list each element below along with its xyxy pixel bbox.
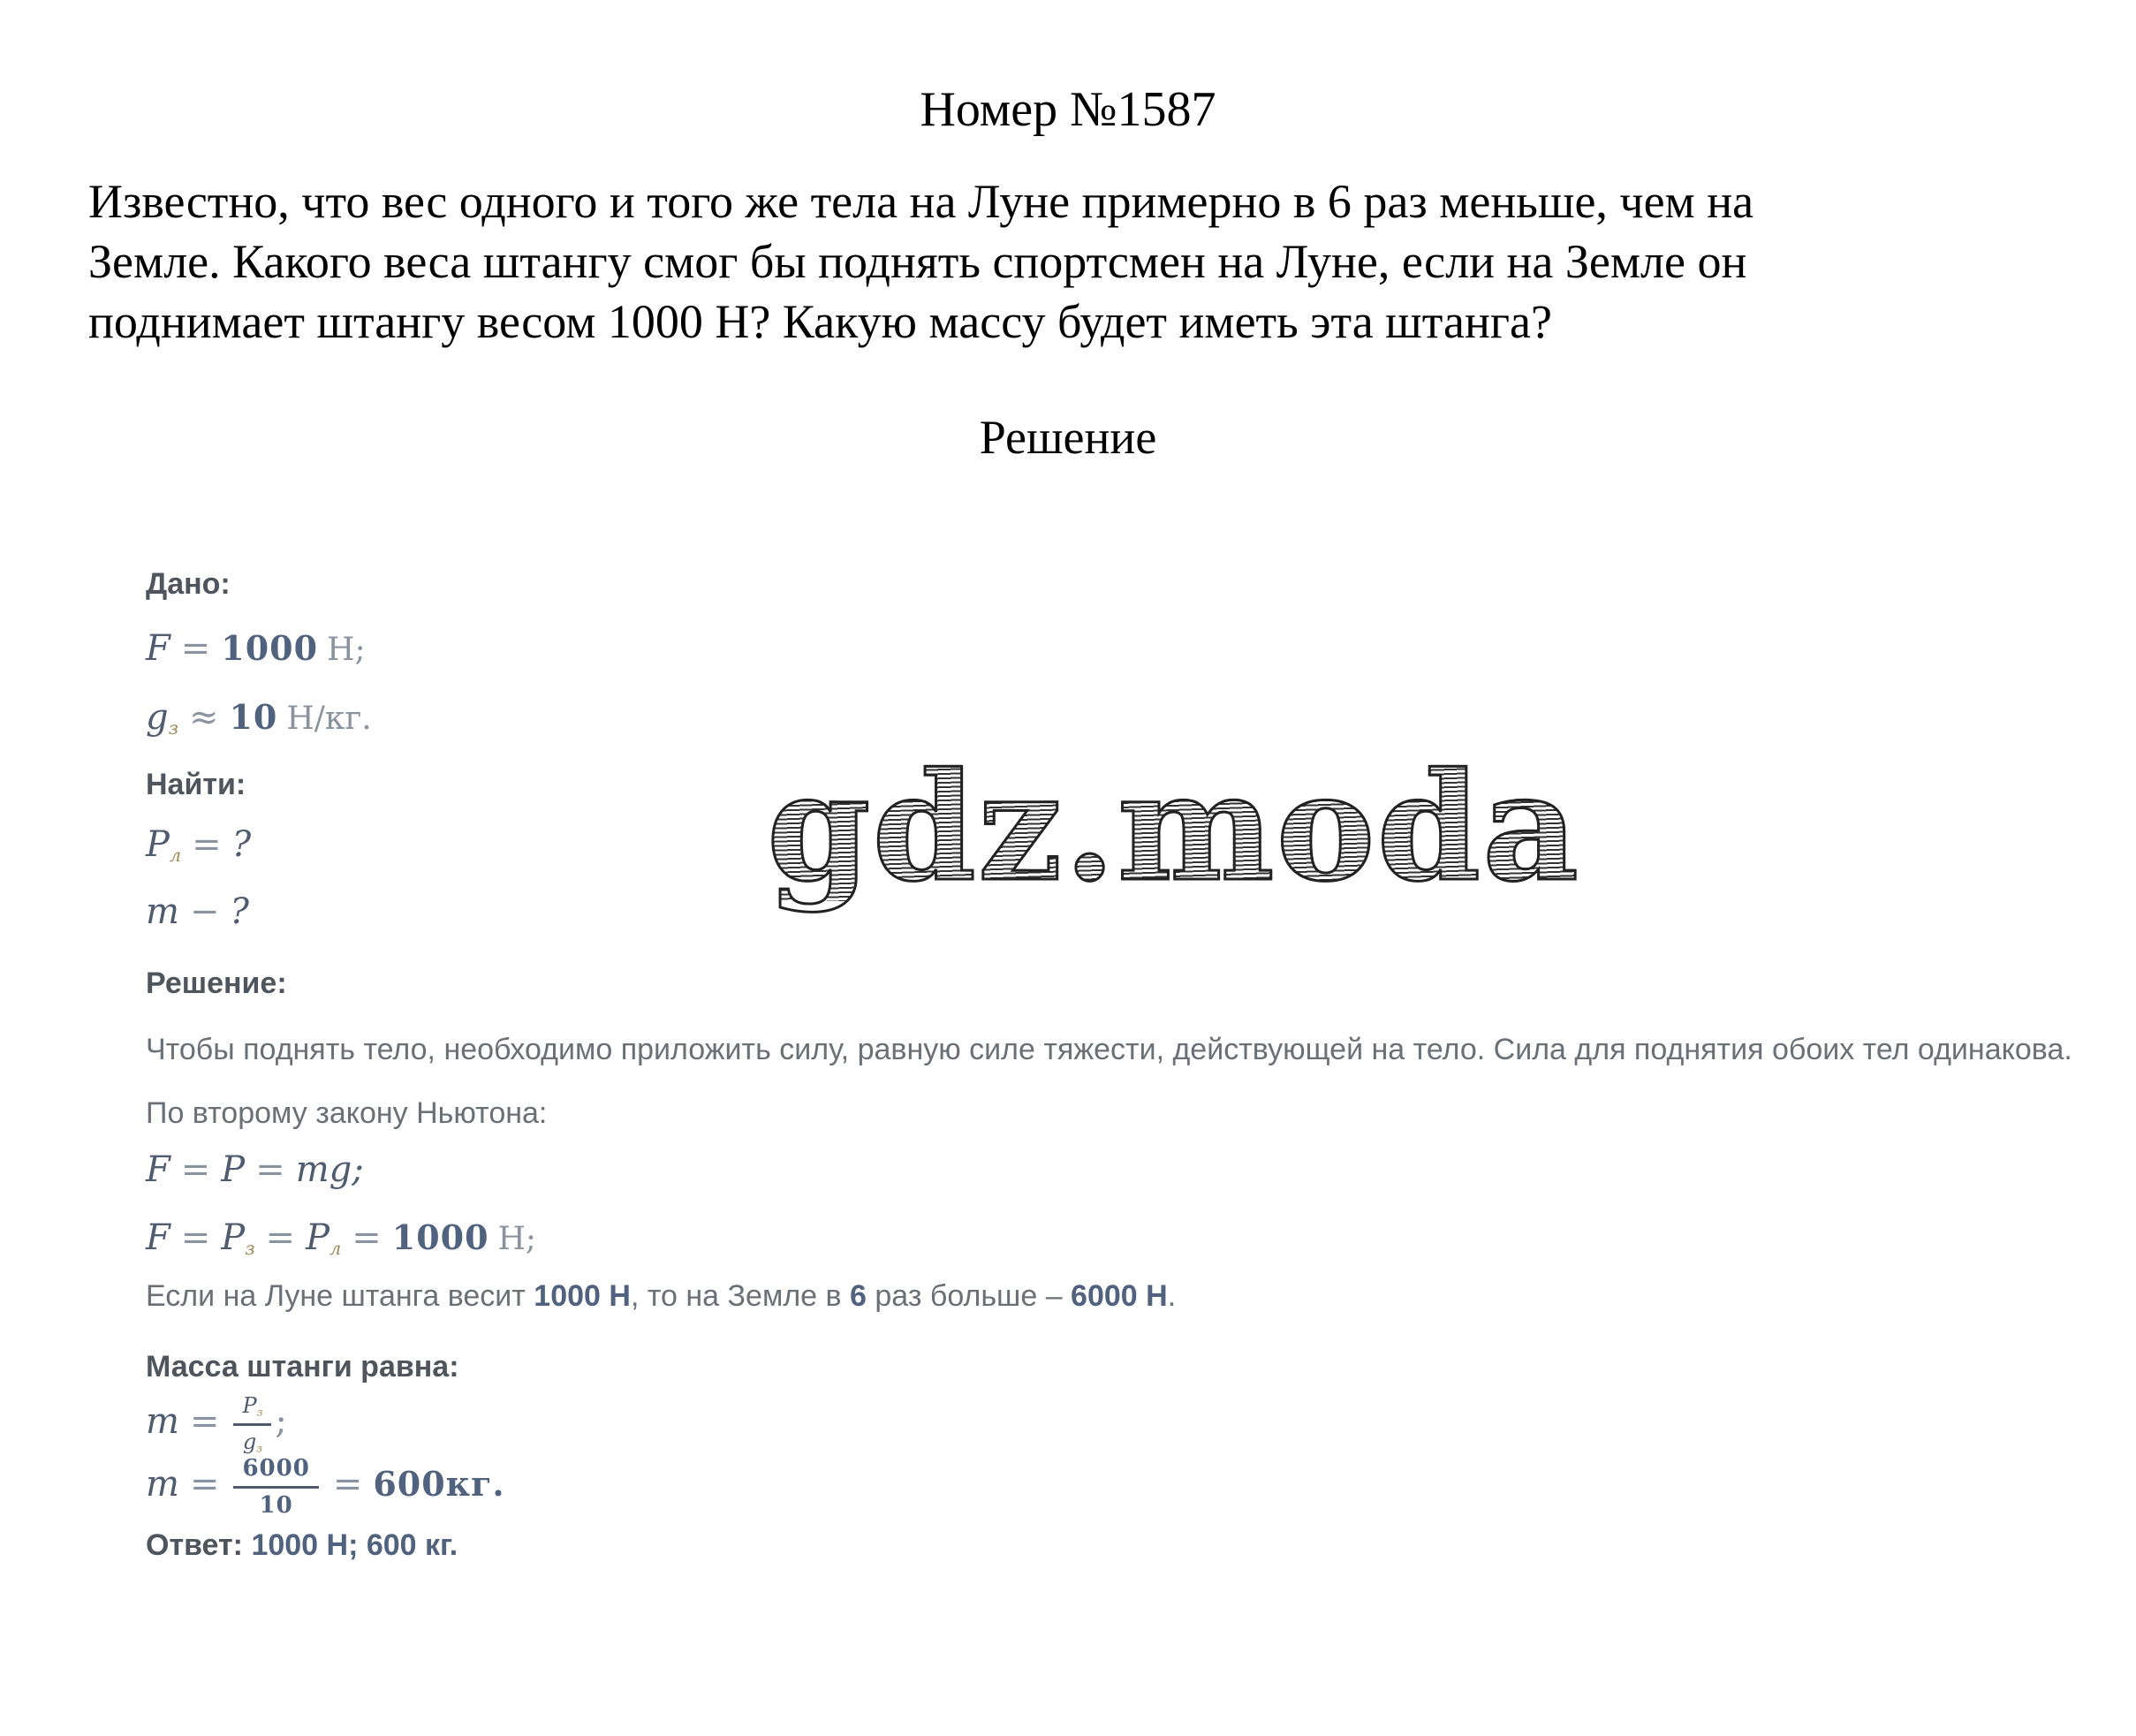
approx-sign: ≈	[188, 696, 219, 738]
fraction	[233, 1394, 271, 1454]
semicolon: ;	[275, 1401, 287, 1443]
answer-label: Ответ:	[146, 1528, 243, 1563]
answer-row	[146, 1527, 2102, 1565]
solution-block	[146, 565, 2102, 1565]
moon-weight-bold: 1000 Н	[534, 1279, 631, 1314]
mass-variable: m	[146, 891, 179, 933]
newton-law-formula	[146, 1148, 2102, 1191]
equals-sign: =	[180, 1148, 211, 1190]
earth-weight-variable: P	[221, 1217, 246, 1258]
given-g-formula	[146, 696, 2102, 739]
fraction-denominator	[243, 1426, 262, 1454]
question-mark: ?	[231, 824, 252, 866]
g-value: 10	[229, 696, 278, 737]
sentence-text: раз больше –	[866, 1279, 1072, 1314]
denominator-value: 10	[259, 1491, 293, 1519]
problem-text	[88, 171, 2083, 352]
earth-weight-bold: 6000 Н	[1071, 1279, 1168, 1314]
g-subscript: з	[168, 716, 178, 739]
solution-paragraph: Чтобы поднять тело, необходимо приложить силу, равную силе тяжести, действующей на тело. Сила для поднятия обоих тел одинакова. По второму закону Ньютона:	[146, 1032, 2072, 1130]
g-variable: g	[146, 696, 169, 738]
dash-sign: =	[192, 824, 222, 866]
answer-value: 1000 Н; 600 кг.	[243, 1528, 458, 1563]
mg-term: mg;	[295, 1148, 364, 1190]
mass-variable: m	[146, 1401, 179, 1443]
force-value: 1000	[221, 627, 319, 668]
numerator-subscript: з	[256, 1405, 263, 1419]
given-label: Дано:	[146, 567, 231, 601]
weight-value: 1000	[391, 1217, 489, 1257]
problem-line: Земле. Какого веса штангу смог бы поднять спортсмен на Луне, если на Земле он	[88, 235, 1747, 288]
weight-subscript: л	[169, 845, 182, 867]
problem-line: Известно, что вес одного и того же тела на Луне примерно в 6 раз меньше, чем на	[88, 175, 1754, 228]
numerator-variable: P	[242, 1393, 257, 1419]
problem-line: поднимает штангу весом 1000 Н? Какую массу будет иметь эта штанга?	[88, 295, 1552, 348]
equals-sign: =	[265, 1217, 296, 1258]
mass-calculation-formula	[146, 1456, 2102, 1518]
earth-subscript: з	[245, 1238, 255, 1260]
mass-result: 600кг.	[373, 1464, 505, 1505]
given-force-formula	[146, 627, 2102, 670]
fraction-numerator	[233, 1394, 271, 1425]
equals-sign: =	[189, 1464, 220, 1505]
fraction	[233, 1456, 318, 1518]
sentence-text: Если на Луне штанга весит	[146, 1279, 534, 1314]
find-label: Найти:	[146, 767, 246, 801]
equals-sign: =	[180, 627, 211, 669]
mass-variable: m	[146, 1464, 179, 1505]
sentence-text: , то на Земле в	[630, 1279, 851, 1314]
solution-heading: Решение	[979, 411, 1157, 464]
fraction-numerator	[233, 1456, 318, 1489]
page-title: Номер №1587	[920, 82, 1216, 137]
weight-variable: P	[146, 824, 170, 866]
denominator-variable: g	[242, 1429, 257, 1454]
weights-equality-formula	[146, 1217, 2102, 1260]
ratio-bold: 6	[850, 1279, 867, 1314]
solution-label: Решение:	[146, 967, 287, 1001]
equals-sign: =	[255, 1148, 285, 1190]
fraction-denominator	[260, 1489, 293, 1519]
force-variable: F	[146, 627, 170, 669]
watermark: gdz.moda	[767, 739, 1580, 914]
moon-weight-variable: P	[306, 1217, 329, 1258]
sentence-text: .	[1167, 1279, 1177, 1314]
equals-sign: =	[352, 1217, 382, 1258]
moon-subscript: л	[329, 1238, 342, 1260]
force-unit: Н;	[327, 631, 366, 668]
numerator-value: 6000	[242, 1454, 310, 1482]
equals-sign: =	[180, 1217, 211, 1258]
weight-variable: P	[221, 1148, 246, 1190]
mass-label: Масса штанги равна:	[146, 1349, 459, 1383]
denominator-subscript: з	[256, 1441, 263, 1455]
equals-sign: =	[189, 1401, 220, 1443]
g-unit: Н/кг.	[286, 700, 372, 737]
mass-formula	[146, 1394, 2102, 1454]
force-variable: F	[146, 1148, 170, 1190]
dash-sign: −	[189, 891, 220, 933]
comparison-sentence	[146, 1277, 2102, 1315]
force-variable: F	[146, 1217, 170, 1258]
question-mark: ?	[230, 891, 249, 933]
weight-unit: Н;	[497, 1220, 537, 1257]
equals-sign: =	[332, 1464, 363, 1505]
